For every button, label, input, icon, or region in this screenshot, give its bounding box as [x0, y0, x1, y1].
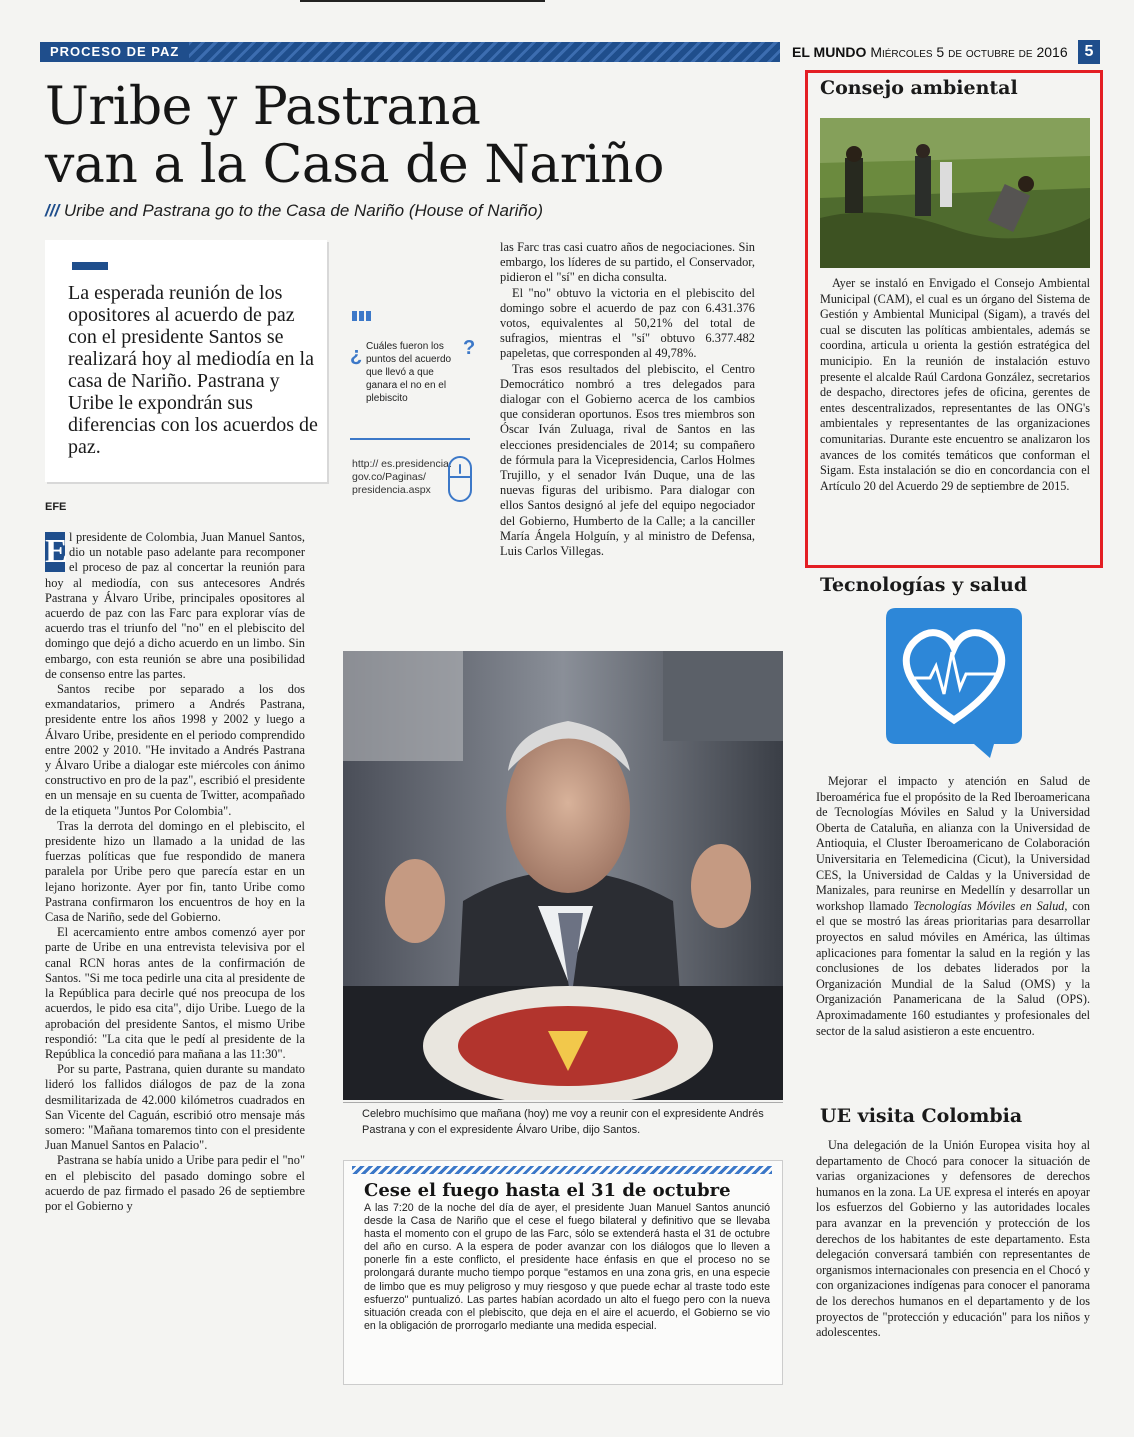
subhead-text: Uribe and Pastrana go to the Casa de Nariño (House of Nariño) [63, 201, 544, 220]
paragraph-6: Pastrana se había unido a Uribe para pedir el "no" en el plebiscito del pasado domingo sobre el acuerdo de paz firmado el pasado 26 de septiembre por el Gobierno y [45, 1153, 305, 1213]
tec-text-a: Mejorar el impacto y atención en Salud de Iberoamérica fue el propósito de la Red Iberoamericana de Tecnologías Móviles en Salud y la Universidad Oberta de Cataluña, en alianza con la Universidad de Antioquia, el Cluster Iberoamericano de Colaboración Universitaria en Telemedicina (Cicut), la Universidad CES, la Universidad de Caldas y la Universidad de Manizales, para reunirse en Medellín y desarrollar un workshop llamado [816, 774, 1090, 913]
newspaper-name: EL MUNDO [792, 44, 867, 60]
ue-paragraph: Una delegación de la Unión Europea visita hoy al departamento de Chocó para conocer la situación de varias organizaciones y defensores de derechos humanos en la zona. La UE expresa el interés en apoyar los esfuerzos del Gobierno y las autoridades locales para avanzar en la prevención y protección de los derechos de los habitantes de este departamento. Esta delegación conversará también con representantes de organismos internacionales con presencia en el Chocó y con organizaciones indígenas para conocer el panorama de los derechos humanos en el departamento y de los proyectos de "protección y educación" para los niños y adolescentes. [816, 1138, 1090, 1340]
tec-text-b: , con el que se mostró las áreas prioritarias para desarrollar proyectos en salud móviles en América, las últimas aplicaciones para fomentar la salud en la región y las conclusiones de los debates liderados por la Organización Mundial de la Salud (OMS) y la Organización Panamericana de la Salud (OPS). Aproximadamente 160 estudiantes y profesionales del sector de la salud asistieron a este encuentro. [816, 898, 1090, 1038]
masthead [792, 43, 1068, 61]
subhead-slashes: /// [45, 201, 60, 220]
headline [45, 78, 765, 194]
drop-cap: E [45, 533, 68, 570]
mouse-icon [448, 456, 472, 502]
headline-line-1: Uribe y Pastrana [45, 77, 481, 137]
reference-link[interactable]: http:// es.presidencia. gov.co/Paginas/ presidencia.aspx [352, 458, 452, 496]
top-rule [300, 0, 545, 2]
lead-accent-bar [72, 262, 108, 270]
issue-date: Miércoles 5 de octubre de 2016 [870, 44, 1068, 60]
tec-workshop-name: Tecnologías Móviles en Salud [913, 898, 1065, 913]
open-question-mark: ¿ [350, 344, 363, 366]
ue-body [816, 1138, 1090, 1341]
lead-paragraph: La esperada reunión de los opositores al acuerdo de paz con el presidente Santos se realizará hoy al mediodía en la casa de Nariño. Pastrana y Uribe le expondrán sus diferencias con los acuerdos de paz. [68, 282, 318, 458]
article-column-1 [45, 530, 305, 1375]
consejo-title: Consejo ambiental [820, 77, 1018, 99]
paragraph-1: l presidente de Colombia, Juan Manuel Santos, dio un notable paso adelante para recomponer el proceso de paz al concertar la reunión para hoy al mediodía, con sus antecesores Andrés Pastrana y Álvaro Uribe, principales opositores al acuerdo de paz con las Farc para explorar vías de acuerdo tras el triunfo del "no" en el plebiscito del domingo que dejó a dicho acuerdo en un limbo. Sin embargo, con esta reunión se abre una posibilidad de consenso entre las partes. [45, 530, 305, 681]
page-number: 5 [1078, 40, 1100, 64]
byline: EFE [45, 501, 67, 513]
col2-paragraph-2: El "no" obtuvo la victoria en el plebiscito del domingo sobre el acuerdo de paz con 6.431.376 votos, equivalentes al 50,21% del total de sufragios, mientras el "sí" obtuvo 6.377.482 papeletas, que corresponden al 49,78%. [500, 285, 755, 361]
section-label: PROCESO DE PAZ [40, 42, 189, 62]
paragraph-4: El acercamiento entre ambos comenzó ayer por parte de Uribe en una entrevista televisiva por el canal RCN horas antes de la confirmación de Santos. "Si me toca pedirle una cita al presidente de la República para decirle qué nos preocupa de los acuerdos, le pido esa cita", dijo Uribe. Luego de la aprobación del presidente Santos, el mismo Uribe respondió: "La cita que le pedí al presidente de la República la concedió para mañana a las 11:30". [45, 925, 305, 1061]
tecnologias-title: Tecnologías y salud [820, 574, 1028, 596]
headline-line-2: van a la Casa de Nariño [45, 135, 664, 195]
caption-rule [343, 1102, 783, 1103]
paragraph-3: Tras la derrota del domingo en el plebiscito, el presidente hizo un llamado a la unidad de las fuerzas políticas que fue respondido de manera paralela por Uribe pero que parecía estar en un lejano horizonte. Ayer por fin, tanto Uribe como Pastrana confirmaron los encuentros de hoy en la Casa de Nariño, sede del Gobierno. [45, 818, 305, 925]
heart-pulse-icon [886, 608, 1022, 758]
paragraph-5: Por su parte, Pastrana, quien durante su mandato lideró los fallidos diálogos de paz de la zona desmilitarizada de 42.000 kilómetros cuadrados en San Vicente del Caguán, escribió otro mensaje más somero: "Mañana tomaremos tinto con el presidente Juan Manuel Santos en Palacio". [45, 1062, 305, 1153]
tecnologias-body [816, 774, 1090, 1039]
consejo-paragraph: Ayer se instaló en Envigado el Consejo Ambiental Municipal (CAM), el cual es un órgano del Sistema de Gestión y Ambiental Municipal (Sigam), a través del cual se discuten las políticas ambientales, además se coordina, articula u orienta la gestión estratégica del municipio. En la reunión de instalación estuvo presente el alcalde Raúl Cardona González, secretarios de despacho, directores jefes de oficina, gerentes de entes descentralizados, representantes de las ONG's ambientales y representantes de las organizaciones comunitarias. Durante este encuentro se analizaron los avances de los comités temáticos que conforman el Sigam. Esta instalación se dio en concordancia con el Artículo 20 del Acuerdo 29 de septiembre de 2015. [820, 276, 1090, 493]
paragraph-2: Santos recibe por separado a los dos exmandatarios, primero a Andrés Pastrana, presidente entre los años 1998 y 2002 y luego a Álvaro Uribe, presidente en el periodo comprendido entre 2002 y 2010. "He invitado a Andrés Pastrana y Álvaro Uribe a dialogar este miércoles con ánimo constructivo en pro de la paz", escribió el presidente en un mensaje en su cuenta de Twitter, acompañado de la etiqueta "Juntos Por Colombia". [45, 682, 305, 818]
ue-title: UE visita Colombia [820, 1105, 1023, 1127]
col2-paragraph-1: las Farc tras casi cuatro años de negociaciones. Sin embargo, los líderes de su partido, el Conservador, pidieron el "sí" en dicha consulta. [500, 240, 755, 285]
subheadline [45, 200, 785, 222]
col2-paragraph-3: Tras esos resultados del plebiscito, el Centro Democrático nombró a tres delegados para dialogar con el Gobierno acerca de los cambios que consideran oportunos. Esos tres miembros son Óscar Iván Zuluaga, rival de Santos en las elecciones presidenciales de 2014; su compañero de fórmula para la Vicepresidencia, Carlos Holmes Trujillo, y el senador Iván Duque, una de las nuevas figuras del uribismo. Para dialogar con ellos Santos designó al jefe del equipo negociador del Gobierno, Humberto de la Calle; a la canciller María Ángela Holguín, y al ministro de Defensa, Luis Carlos Villegas. [500, 361, 755, 559]
cese-stripe [352, 1166, 772, 1174]
bars-icon [352, 306, 382, 316]
cese-body: A las 7:20 de la noche del día de ayer, el presidente Juan Manuel Santos anunció desde la Casa de Nariño que el cese el fuego bilateral y definitivo que se llevaba hasta el momento con el grupo de las Farc, sólo se extenderá hasta el 31 de octubre del año en curso. A la espera de poder avanzar con los diálogos que lo lleven a ponerle fin a este conflicto, el presidente hace énfasis en que el proceso no se prolongará durante mucho tiempo porque "estamos en una zona gris, en una especie de limbo que es muy peligroso y muy riesgoso y que puede echar al traste todo este esfuerzo" puntualizó. Las partes habían acordado un alto el fuego pero con la nueva situación creada con el plebiscito, que deja en el aire el acuerdo, el Gobierno se vio en la obligación de prorrogarlo mediante una medida especial. [364, 1202, 770, 1332]
cese-title: Cese el fuego hasta el 31 de octubre [364, 1180, 731, 1201]
santos-photo [343, 651, 783, 1100]
photo-caption: Celebro muchísimo que mañana (hoy) me voy a reunir con el expresidente Andrés Pastrana y con el expresidente Álvaro Uribe, dijo Santos. [362, 1108, 764, 1136]
close-question-mark: ? [463, 337, 476, 359]
question-divider [350, 438, 470, 440]
consejo-body [820, 276, 1090, 494]
consejo-photo [820, 118, 1090, 268]
question-text: Cuáles fueron los puntos del acuerdo que llevó a que ganara el no en el plebiscito [366, 341, 452, 404]
article-column-2 [500, 240, 755, 642]
